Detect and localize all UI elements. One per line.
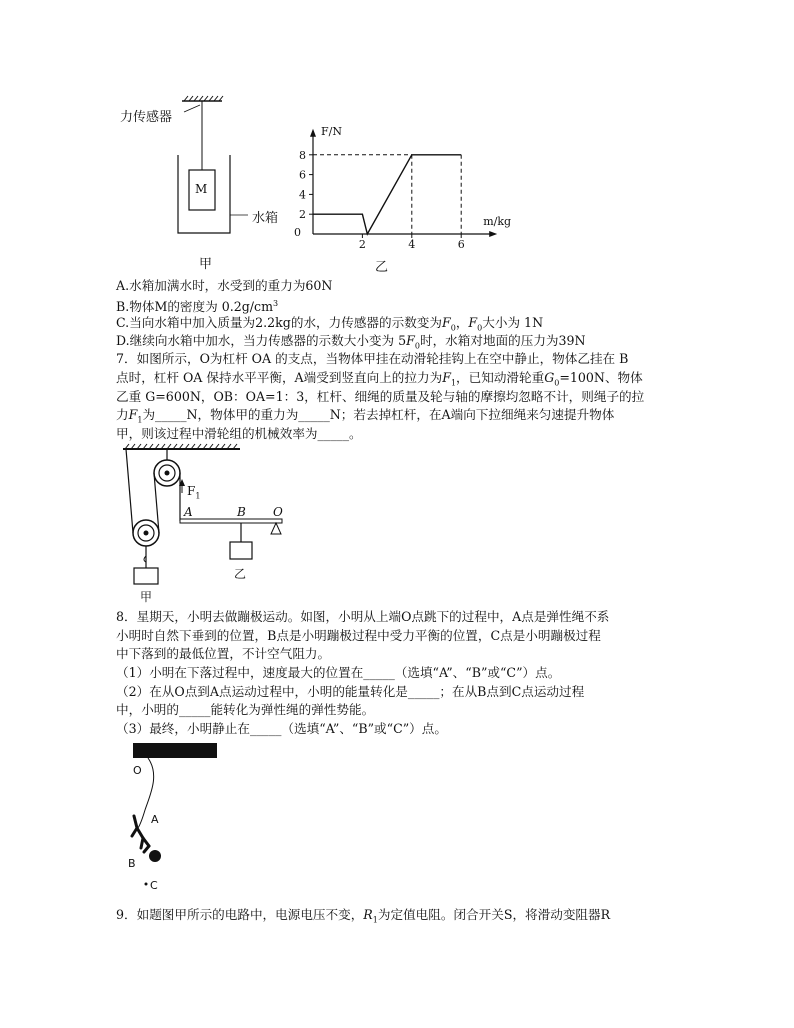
q6-option-b: B.物体M的密度为 $0.2g/cm^3$	[116, 299, 279, 315]
x-tick-label: 6	[457, 238, 465, 251]
caption-yi: 乙	[375, 260, 389, 275]
q7-line3: 乙重 G=600N，OB：OA=1：3，杠杆、细绳的质量及轮与轴的摩擦均忽略不计，则绳子的拉	[116, 389, 645, 404]
tank-label: 水箱	[252, 211, 279, 226]
box-m-label: M	[195, 182, 208, 196]
q6-option-c: C.当向水箱中加入质量为2.2kg的水，力传感器的示数变为$F_0$，$F_0$大小为 1N	[116, 315, 544, 333]
x-tick-label: 4	[408, 238, 416, 251]
sensor-label: 力传感器	[120, 110, 173, 125]
point-o: O	[133, 764, 142, 777]
q8-sub3: （3）最终，小明静止在_____（选填“A”、“B”或“C”）点。	[116, 721, 447, 736]
q8-sub2a: （2）在从O点到A点运动过程中，小明的能量转化是_____；在从B点到C点运动过程	[116, 684, 585, 699]
weight-jia-label: 甲	[140, 590, 153, 604]
q8-sub2b: 中，小明的_____能转化为弹性绳的弹性势能。	[116, 702, 375, 717]
q7-line5: 甲，则该过程中滑轮组的机械效率为_____。	[116, 426, 362, 441]
y-axis-label: F/N	[321, 124, 342, 138]
q8-line1: 8．星期天，小明去做蹦极运动。如图，小明从上端O点跳下的过程中，A点是弹性绳不系	[116, 609, 610, 624]
point-b-label: B	[237, 505, 246, 519]
caption-jia: 甲	[199, 257, 213, 272]
q8-sub1: （1）小明在下落过程中，速度最大的位置在_____（选填“A”、“B”或“C”）点。	[116, 665, 561, 680]
q7-line4: 力$F_1$为_____N，物体甲的重力为_____N；若去掉杠杆，在A端向下拉细绳来匀速提升物体	[116, 407, 615, 425]
origin-label: 0	[294, 226, 301, 239]
point-o-label: O	[273, 505, 283, 519]
point-c: C	[150, 879, 158, 892]
point-a-label: A	[184, 505, 193, 519]
q9-line1: 9．如题图甲所示的电路中，电源电压不变，$R_1$为定值电阻。闭合开关S，将滑动变阻器R	[116, 907, 611, 925]
point-b: B	[128, 857, 136, 870]
q8-line2: 小明时自然下垂到的位置，B点是小明蹦极过程中受力平衡的位置，C点是小明蹦极过程	[116, 628, 601, 643]
point-a: A	[151, 813, 159, 826]
q6-option-a: A.水箱加满水时，水受到的重力为60N	[116, 278, 333, 293]
x-tick-label: 2	[358, 238, 366, 251]
f1-label: $F_1$	[187, 484, 201, 501]
q7-line2: 点时，杠杆 OA 保持水平平衡，A端受到竖直向上的拉力为$F_1$，已知动滑轮重$G_0=100N$、物体	[116, 370, 643, 388]
q7-line1: 7．如图所示，O为杠杆 OA 的支点，当物体甲挂在动滑轮挂钩上在空中静止，物体乙挂在 B	[116, 351, 629, 366]
y-tick-label: 6	[299, 168, 306, 182]
q8-line3: 中下落到的最低位置，不计空气阻力。	[116, 646, 331, 661]
y-tick-label: 2	[299, 208, 306, 222]
y-tick-label: 8	[299, 148, 306, 162]
q6-option-d: D.继续向水箱中加水，当力传感器的示数大小变为 $5F_0$时，水箱对地面的压力为39N	[116, 333, 586, 351]
x-axis-label: m/kg	[483, 215, 512, 228]
y-tick-label: 4	[299, 188, 306, 202]
weight-yi-label: 乙	[234, 567, 247, 581]
